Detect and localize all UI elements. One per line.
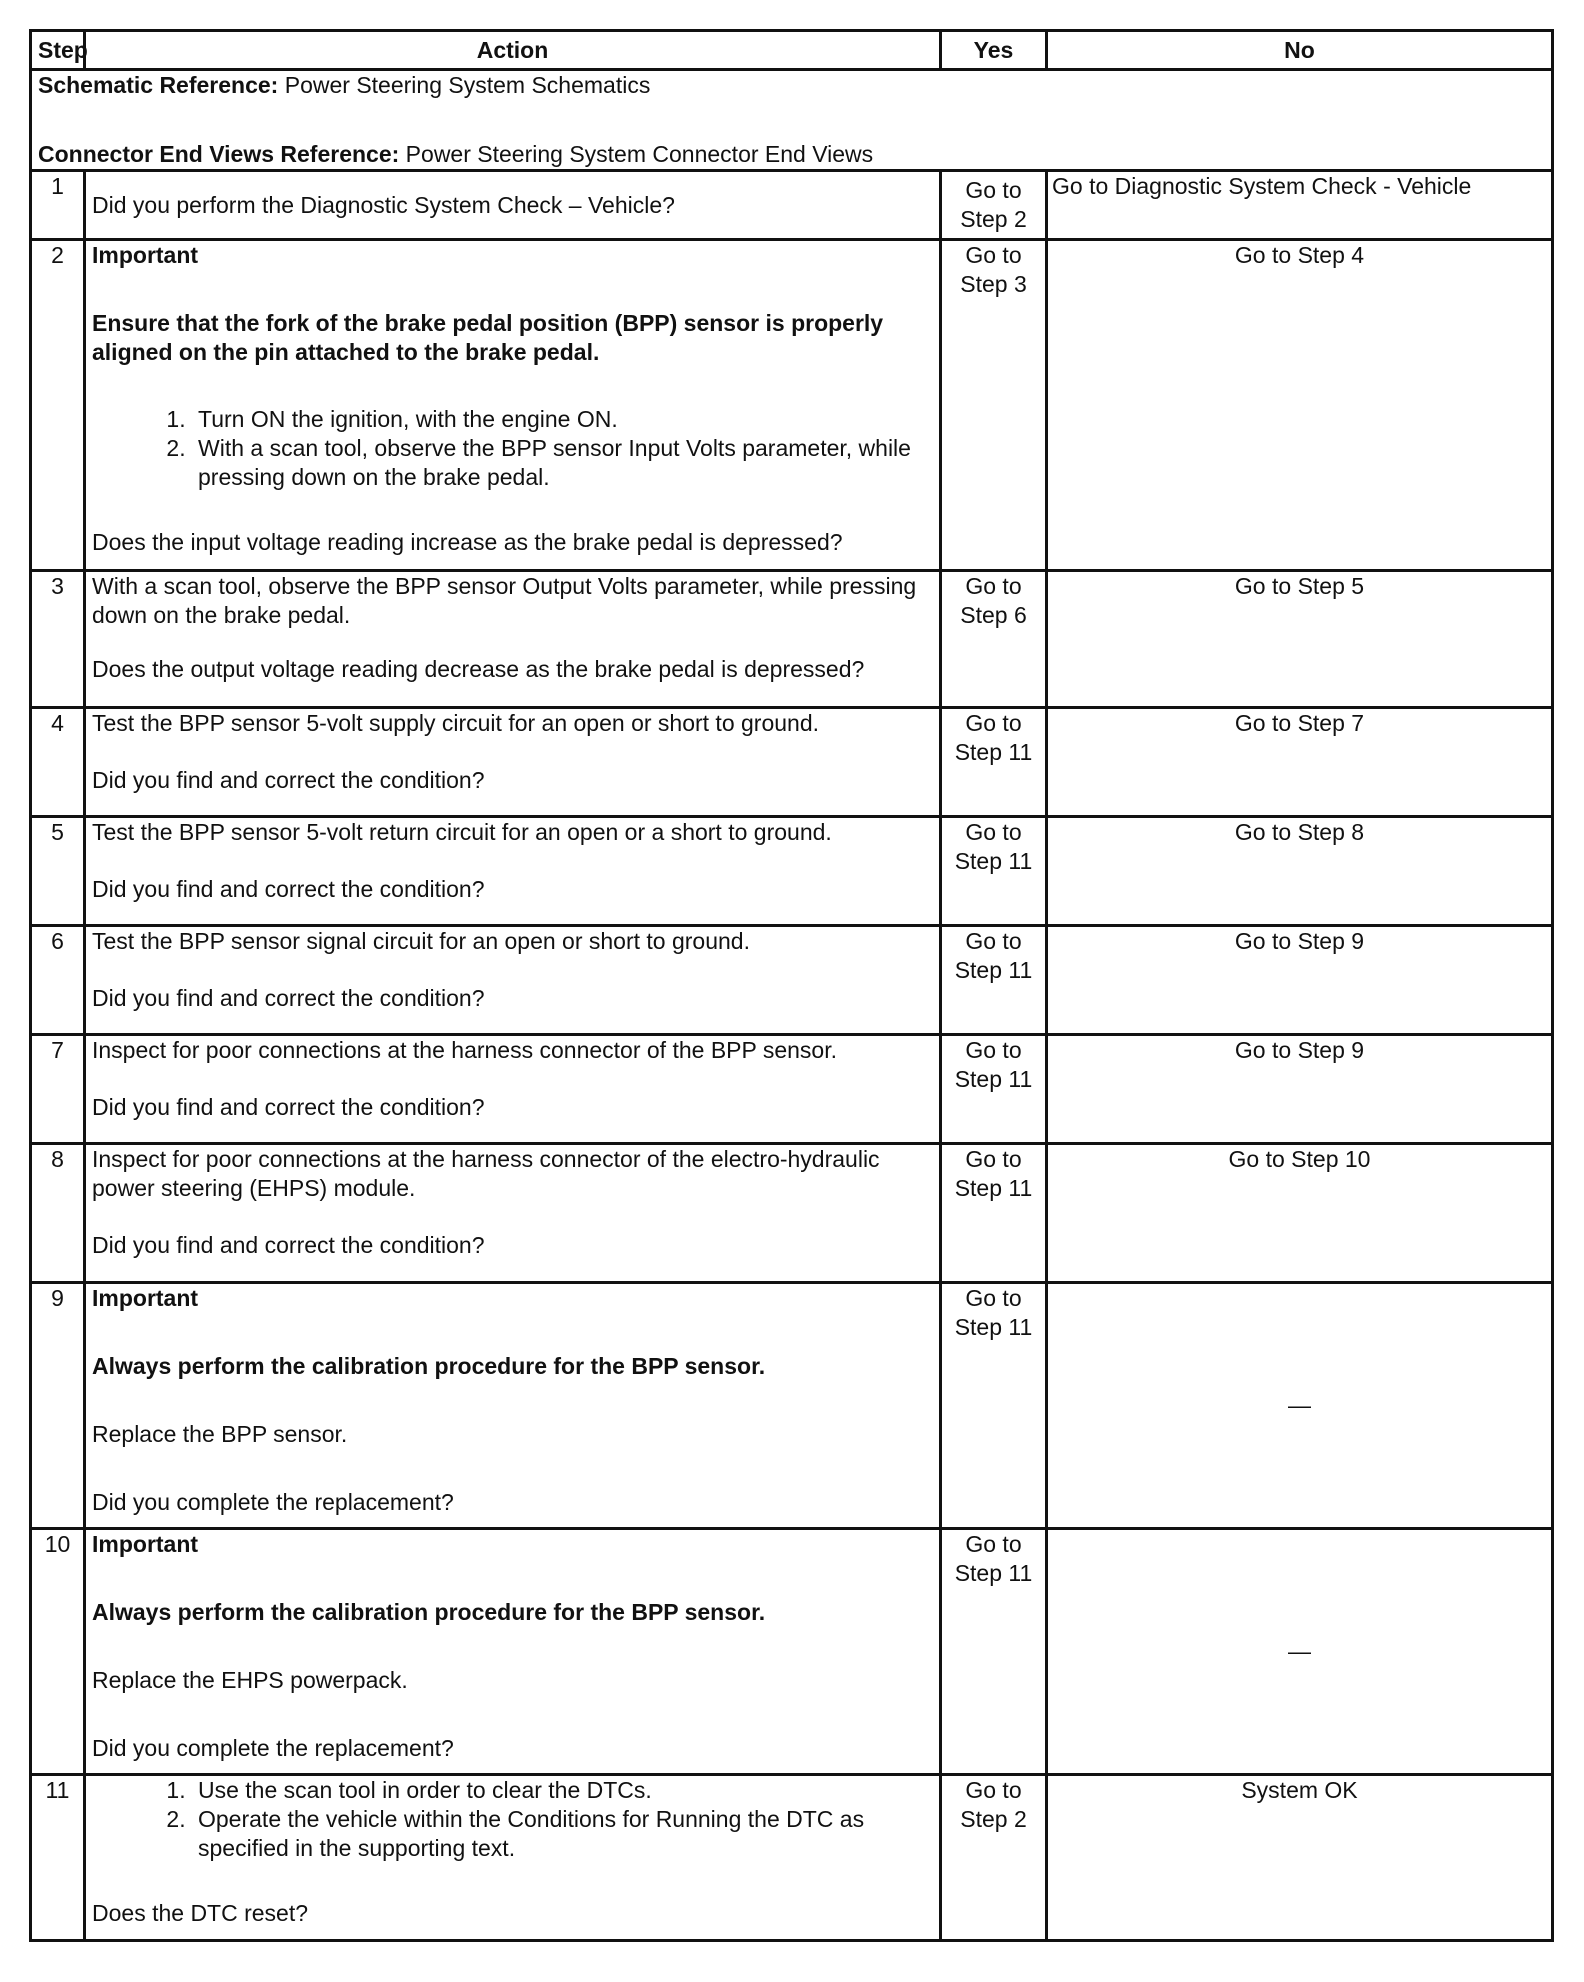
no-text: Go to Step 9 xyxy=(1234,1037,1365,1063)
no-text: Go to Step 5 xyxy=(1234,573,1365,599)
diagnostic-table xyxy=(29,29,1554,1942)
action-cell xyxy=(85,571,941,708)
table-row xyxy=(31,1283,1553,1529)
action-cell xyxy=(85,1529,941,1775)
list-item: 1. Use the scan tool in order to clear the DTCs. xyxy=(192,1776,933,1805)
step-number: 10 xyxy=(31,1529,85,1775)
header-no: No xyxy=(1047,31,1553,70)
yes-cell xyxy=(941,1035,1047,1144)
important-heading: Important xyxy=(92,1285,199,1311)
table-row xyxy=(31,1144,1553,1283)
action-text: Test the BPP sensor 5-volt return circuit for an open or a short to ground. xyxy=(92,819,832,845)
important-heading: Important xyxy=(92,242,199,268)
step-number: 5 xyxy=(31,817,85,926)
yes-line: Step 11 xyxy=(954,957,1033,983)
important-heading: Important xyxy=(92,1531,199,1557)
no-text: Go to Step 7 xyxy=(1234,710,1365,736)
yes-line: Go to xyxy=(965,1531,1022,1557)
yes-line: Go to xyxy=(965,573,1022,599)
important-text: Ensure that the fork of the brake pedal position (BPP) sensor is properly aligned on the pin attached to the brake pedal. xyxy=(92,310,884,365)
action-text: With a scan tool, observe the BPP sensor Output Volts parameter, while pressing down on the brake pedal. xyxy=(92,573,917,628)
action-text: Inspect for poor connections at the harness connector of the BPP sensor. xyxy=(92,1037,837,1063)
step-number: 6 xyxy=(31,926,85,1035)
no-text: System OK xyxy=(1241,1777,1358,1803)
table-row xyxy=(31,1529,1553,1775)
yes-cell xyxy=(941,171,1047,240)
table-row xyxy=(31,571,1553,708)
table-row xyxy=(31,1775,1553,1941)
yes-line: Step 2 xyxy=(960,206,1027,232)
no-cell: — xyxy=(1047,1283,1553,1529)
action-question: Did you find and correct the condition? xyxy=(92,1232,485,1258)
step-number: 9 xyxy=(31,1283,85,1529)
important-text: Always perform the calibration procedure for the BPP sensor. xyxy=(92,1599,766,1625)
no-cell xyxy=(1047,1775,1553,1941)
instruction-list xyxy=(92,405,933,492)
action-text: Test the BPP sensor 5-volt supply circuit for an open or short to ground. xyxy=(92,710,820,736)
no-cell xyxy=(1047,926,1553,1035)
action-text: Test the BPP sensor signal circuit for an open or short to ground. xyxy=(92,928,750,954)
yes-line: Step 11 xyxy=(954,1314,1033,1340)
action-question: Did you find and correct the condition? xyxy=(92,767,485,793)
no-text: Go to Step 9 xyxy=(1234,928,1365,954)
yes-cell xyxy=(941,708,1047,817)
connector-reference-value: Power Steering System Connector End Views xyxy=(399,141,874,167)
yes-line: Go to xyxy=(965,819,1022,845)
instruction-list xyxy=(92,1776,933,1863)
header-step: Step xyxy=(31,31,85,70)
no-cell: Go to Diagnostic System Check - Vehicle xyxy=(1047,171,1553,240)
yes-line: Step 11 xyxy=(954,1175,1033,1201)
yes-cell xyxy=(941,240,1047,571)
no-text: Go to Step 4 xyxy=(1234,242,1365,268)
yes-line: Go to xyxy=(965,1285,1022,1311)
no-cell xyxy=(1047,1144,1553,1283)
action-question: Does the DTC reset? xyxy=(92,1900,309,1926)
no-cell xyxy=(1047,817,1553,926)
yes-cell xyxy=(941,817,1047,926)
no-cell xyxy=(1047,708,1553,817)
yes-line: Go to xyxy=(965,1146,1022,1172)
action-text: Replace the BPP sensor. xyxy=(92,1421,348,1447)
table-row xyxy=(31,708,1553,817)
yes-line: Step 2 xyxy=(960,1806,1027,1832)
action-cell xyxy=(85,240,941,571)
yes-line: Step 11 xyxy=(954,739,1033,765)
yes-line: Go to xyxy=(965,1777,1022,1803)
action-question: Does the output voltage reading decrease as the brake pedal is depressed? xyxy=(92,656,865,682)
yes-cell xyxy=(941,571,1047,708)
step-number: 8 xyxy=(31,1144,85,1283)
yes-cell xyxy=(941,926,1047,1035)
action-question: Does the input voltage reading increase as the brake pedal is depressed? xyxy=(92,529,843,555)
connector-reference-label: Connector End Views Reference: xyxy=(38,141,400,167)
action-text: Replace the EHPS powerpack. xyxy=(92,1667,408,1693)
action-question: Did you complete the replacement? xyxy=(92,1489,454,1515)
list-item: 1. Turn ON the ignition, with the engine ON. xyxy=(192,405,933,434)
action-question: Did you find and correct the condition? xyxy=(92,1094,485,1120)
yes-cell xyxy=(941,1775,1047,1941)
reference-row xyxy=(31,70,1553,171)
yes-line: Step 3 xyxy=(960,271,1027,297)
yes-line: Step 11 xyxy=(954,848,1033,874)
list-item: 2. Operate the vehicle within the Conditions for Running the DTC as specified in the supporting text. xyxy=(192,1805,933,1863)
action-question: Did you find and correct the condition? xyxy=(92,985,485,1011)
header-row xyxy=(31,31,1553,70)
yes-line: Step 11 xyxy=(954,1066,1033,1092)
action-cell xyxy=(85,708,941,817)
yes-cell xyxy=(941,1529,1047,1775)
table-row xyxy=(31,817,1553,926)
no-cell xyxy=(1047,571,1553,708)
action-question: Did you complete the replacement? xyxy=(92,1735,454,1761)
action-cell xyxy=(85,1144,941,1283)
action-cell xyxy=(85,817,941,926)
no-cell: — xyxy=(1047,1529,1553,1775)
action-cell xyxy=(85,171,941,240)
yes-line: Go to xyxy=(965,242,1022,268)
table-row xyxy=(31,926,1553,1035)
no-cell xyxy=(1047,240,1553,571)
table-row xyxy=(31,240,1553,571)
action-question: Did you perform the Diagnostic System Check – Vehicle? xyxy=(92,191,675,218)
yes-line: Go to xyxy=(965,1037,1022,1063)
step-number: 11 xyxy=(31,1775,85,1941)
table-row xyxy=(31,171,1553,240)
yes-line: Step 11 xyxy=(954,1560,1033,1586)
yes-cell xyxy=(941,1144,1047,1283)
action-cell xyxy=(85,1775,941,1941)
no-text: Go to Step 8 xyxy=(1234,819,1365,845)
action-cell xyxy=(85,926,941,1035)
header-action: Action xyxy=(85,31,941,70)
step-number: 4 xyxy=(31,708,85,817)
step-number: 1 xyxy=(31,171,85,240)
no-cell xyxy=(1047,1035,1553,1144)
action-question: Did you find and correct the condition? xyxy=(92,876,485,902)
yes-line: Go to xyxy=(965,710,1022,736)
action-cell xyxy=(85,1283,941,1529)
header-yes: Yes xyxy=(941,31,1047,70)
action-text: Inspect for poor connections at the harness connector of the electro-hydraulic power steering (EHPS) module. xyxy=(92,1146,880,1201)
important-text: Always perform the calibration procedure for the BPP sensor. xyxy=(92,1353,766,1379)
schematic-reference-value: Power Steering System Schematics xyxy=(278,72,651,98)
reference-cell xyxy=(31,70,1553,171)
table-row xyxy=(31,1035,1553,1144)
step-number: 2 xyxy=(31,240,85,571)
yes-line: Go to xyxy=(965,177,1022,203)
list-item: 2. With a scan tool, observe the BPP sensor Input Volts parameter, while pressing down on the brake pedal. xyxy=(192,434,933,492)
step-number: 3 xyxy=(31,571,85,708)
yes-cell xyxy=(941,1283,1047,1529)
no-text: Go to Step 10 xyxy=(1228,1146,1371,1172)
yes-line: Step 6 xyxy=(960,602,1027,628)
step-number: 7 xyxy=(31,1035,85,1144)
schematic-reference-label: Schematic Reference: xyxy=(38,72,279,98)
yes-line: Go to xyxy=(965,928,1022,954)
action-cell xyxy=(85,1035,941,1144)
